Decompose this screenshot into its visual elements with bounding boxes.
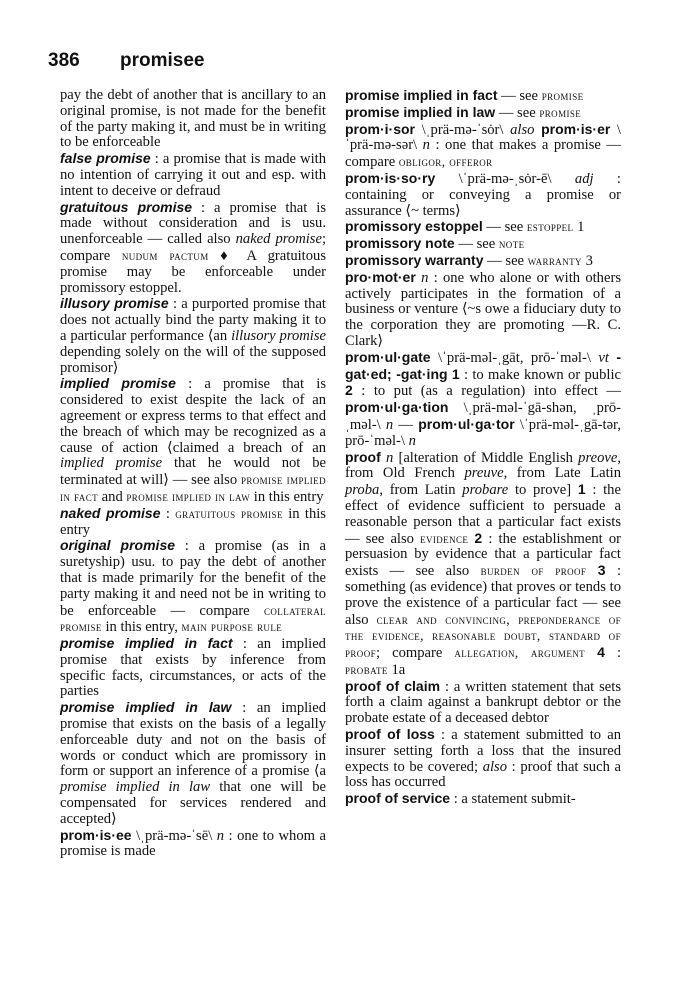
entry-promissory: prom·is·so·ry \ˈprä-mə-ˌsȯr-ē\ adj : containing or conveying a promise or assurance ⟨~ terms⟩ [345,169,621,219]
part-of-speech: n [385,416,394,433]
headword: promise implied in fact [60,635,233,652]
run-on-entry: prom·ul·ga·tion [345,399,449,416]
entry-promisee: prom·is·ee \ˌprä-mə-ˈsē\ n : one to whom a promise is made [60,826,326,860]
cross-reference: clear and convincing, preponderance of the evidence, reasonable doubt, standard of proof [345,611,621,661]
entry-promise-implied-in-law-xref: promise implied in law — see promise [345,103,582,121]
headword: prom·ul·gate [345,348,431,365]
headword: proof of loss [345,726,435,743]
entry-naked-promise: naked promise : gratuitous promise in this entry [60,504,326,538]
cross-reference: promise implied in fact [60,472,326,504]
entry-false-promise: false promise : a promise that is made with no intention of carrying it out and esp. with intent to deceive or defraud [60,150,327,199]
headword: pro·mot·er [345,268,416,285]
headword: proof of service [345,790,451,807]
headword: original promise [60,537,176,554]
entry-proof: proof n [alteration of Middle English preove, from Old French preuve, from Late Latin proba, from Latin probare to prove] 1 : the effect of evidence sufficient to persuade a reasonable person that a particular fact exists — see also evidence 2 : the establishment or persuasion by evidence that a particular fact exists — see also burden of proof 3 : something (as evidence) that proves or tends to prove the existence of a particular fact — see also clear and convincing, preponderance of the evidence, reasonable doubt, standard of proof; compare allegation, argument 4 : probate 1a [345,448,621,678]
headword: promissory note [345,235,455,252]
entry-promissory-warranty: promissory warranty — see warranty 3 [345,251,593,269]
cross-reference: probate [345,661,388,677]
part-of-speech: adj [574,170,594,187]
headword: proof of claim [345,677,441,694]
cross-reference: obligor, offeror [398,154,493,170]
part-of-speech: vt [598,349,609,366]
entry-proof-of-loss: proof of loss : a statement submitted to an insurer setting forth a loss that the insured expects to be covered; also : proof that such a loss has occurred [345,726,621,791]
cross-reference: promise [539,104,582,120]
entry-promissory-estoppel: promissory estoppel — see estoppel 1 [345,218,585,236]
sense-number: 2 [474,529,483,546]
entry-promise-implied-in-fact: promise implied in fact : an implied promise that exists by inference from specific facts, circumstances, or acts of the parties [60,635,326,700]
part-of-speech: n [216,827,225,844]
page-number: 386 [48,50,80,71]
etymology: [alteration of Middle English preove, from Old French preuve, from Late Latin proba, from Latin probare to prove] [345,449,621,499]
pronunciation: \ˌprä-mə-ˈsē\ [136,827,213,844]
entry-promissory-note: promissory note — see note [345,235,525,253]
cross-reference: note [498,236,525,252]
headword: promise implied in law [345,103,496,120]
sense-number: 3 [597,562,606,579]
guide-word: promisee [120,50,205,71]
entry-promulgate: prom·ul·gate \ˈprä-məl-ˌgāt, prō-ˈməl-\ vt -gat·ed; -gat·ing 1 : to make known or public 2 : to put (as a regulation) into effect — prom·ul·ga·tion \ˌprä-məl-ˈgā-shən, ˌprō-ˌməl-\ n — prom·ul·ga·tor \ˈprä-məl-ˌgā-tər, prō-ˈməl-\ n [345,348,621,449]
sense-number: 2 [345,382,353,399]
entry-promise-implied-in-fact-xref: promise implied in fact — see promise [345,87,584,104]
entry-implied-promise: implied promise : a promise that is considered to exist despite the lack of an agreement or express terms to that effect and the breach of which may be recognized as a cause of action ⟨claimed a breach of an implied promise that he would not be terminated at will⟩ — see also promise implied in fact and promise implied in law in this entry [60,375,326,505]
cross-reference: promise [541,88,584,103]
entry-proof-of-service: proof of service : a statement submit- [345,790,576,808]
headword: prom·is·ee [60,826,132,843]
headword: illusory promise [60,295,169,312]
cross-reference: promise implied in law [126,488,251,504]
pronunciation: \ˈprä-mə-sər\ [345,121,621,154]
pronunciation: \ˌprä-məl-ˈgā-shən, ˌprō-ˌməl-\ [345,400,621,433]
headword: prom·is·so·ry [345,169,436,186]
left-column [60,88,326,860]
run-on-entry: prom·ul·ga·tor [418,415,515,432]
headword: promissory estoppel [345,218,483,235]
right-column [345,88,621,808]
cross-reference: evidence [420,530,469,546]
pronunciation: \ˈprä-mə-ˌsȯr-ē\ [458,170,552,187]
entry-promoter: pro·mot·er n : one who alone or with others actively participates in the formation of a business or venture ⟨~s owe a fiduciary duty to the corporation they are promoting —R. C. Clark⟩ [345,268,621,349]
page-header [48,50,204,72]
cross-reference: gratuitous promise [175,505,283,521]
entry-original-promise: original promise : a promise (as in a suretyship) usu. to pay the debt of another that is made primarily for the benefit of the party making it and need not be in writing to be enforceable — compare collateral promise in this entry, main purpose rule [60,537,326,636]
entry-promise-implied-in-law: promise implied in law : an implied promise that exists on the basis of a legally enforceable duty and not on the basis of words or conduct which are promissory in form or support an inference of a promise ⟨a promise implied in law that one will be compensated for services rendered and accepted⟩ [60,699,326,827]
cross-reference: allegation, argument [454,645,586,661]
pronunciation: \ˌprä-mə-ˈsȯr\ [421,121,504,138]
headword: proof [345,448,381,465]
sense-number: 1 [577,481,586,498]
cross-reference: main purpose rule [181,619,283,635]
headword: gratuitous promise [60,198,193,215]
part-of-speech: n [421,269,429,286]
inflections: -gat·ed; -gat·ing [345,348,621,382]
headword: promissory warranty [345,251,484,268]
cross-reference: collateral promise [60,602,326,635]
headword: promise implied in law [60,699,232,716]
entry-illusory-promise: illusory promise : a purported promise that does not actually bind the party making it to a particular performance ⟨an illusory promise depending solely on the will of the supposed promisor⟩ [60,295,327,376]
cross-reference: burden of proof [480,563,587,579]
headword: prom·i·sor [345,120,415,137]
cross-reference: estoppel [526,219,574,235]
cross-reference: nudum pactum [121,247,209,263]
part-of-speech: n [422,137,430,154]
pronunciation: \ˈprä-məl-ˌgāt, prō-ˈməl-\ [438,349,591,366]
entry-continuation: pay the debt of another that is ancillary to an original promise, is not made for the benefit of the party making it, and must be in writing to be enforceable [60,87,326,151]
part-of-speech: n [408,432,416,449]
pronunciation: \ˈprä-məl-ˌgā-tər, prō-ˈməl-\ [345,416,621,449]
headword: promise implied in fact [345,87,498,103]
variant-headword: prom·is·er [541,120,611,137]
sense-number: 4 [597,644,605,661]
headword: naked promise [60,504,161,521]
entry-proof-of-claim: proof of claim : a written statement that sets forth a claim against a bankrupt debtor or the probate estate of a deceased debtor [345,677,622,727]
entry-promisor: prom·i·sor \ˌprä-mə-ˈsȯr\ also prom·is·er \ˈprä-mə-sər\ n : one that makes a promise — compare obligor, offeror [345,120,621,171]
part-of-speech: n [385,449,394,466]
headword: false promise [60,150,151,167]
cross-reference: warranty [527,252,582,268]
entry-gratuitous-promise: gratuitous promise : a promise that is made without consideration and is usu. unenforceable — called also naked promise; compare nudum pactum ♦ A gratuitous promise may be enforceable under promissory estoppel. [60,198,327,296]
headword: implied promise [60,375,176,392]
sense-number: 1 [451,365,460,382]
